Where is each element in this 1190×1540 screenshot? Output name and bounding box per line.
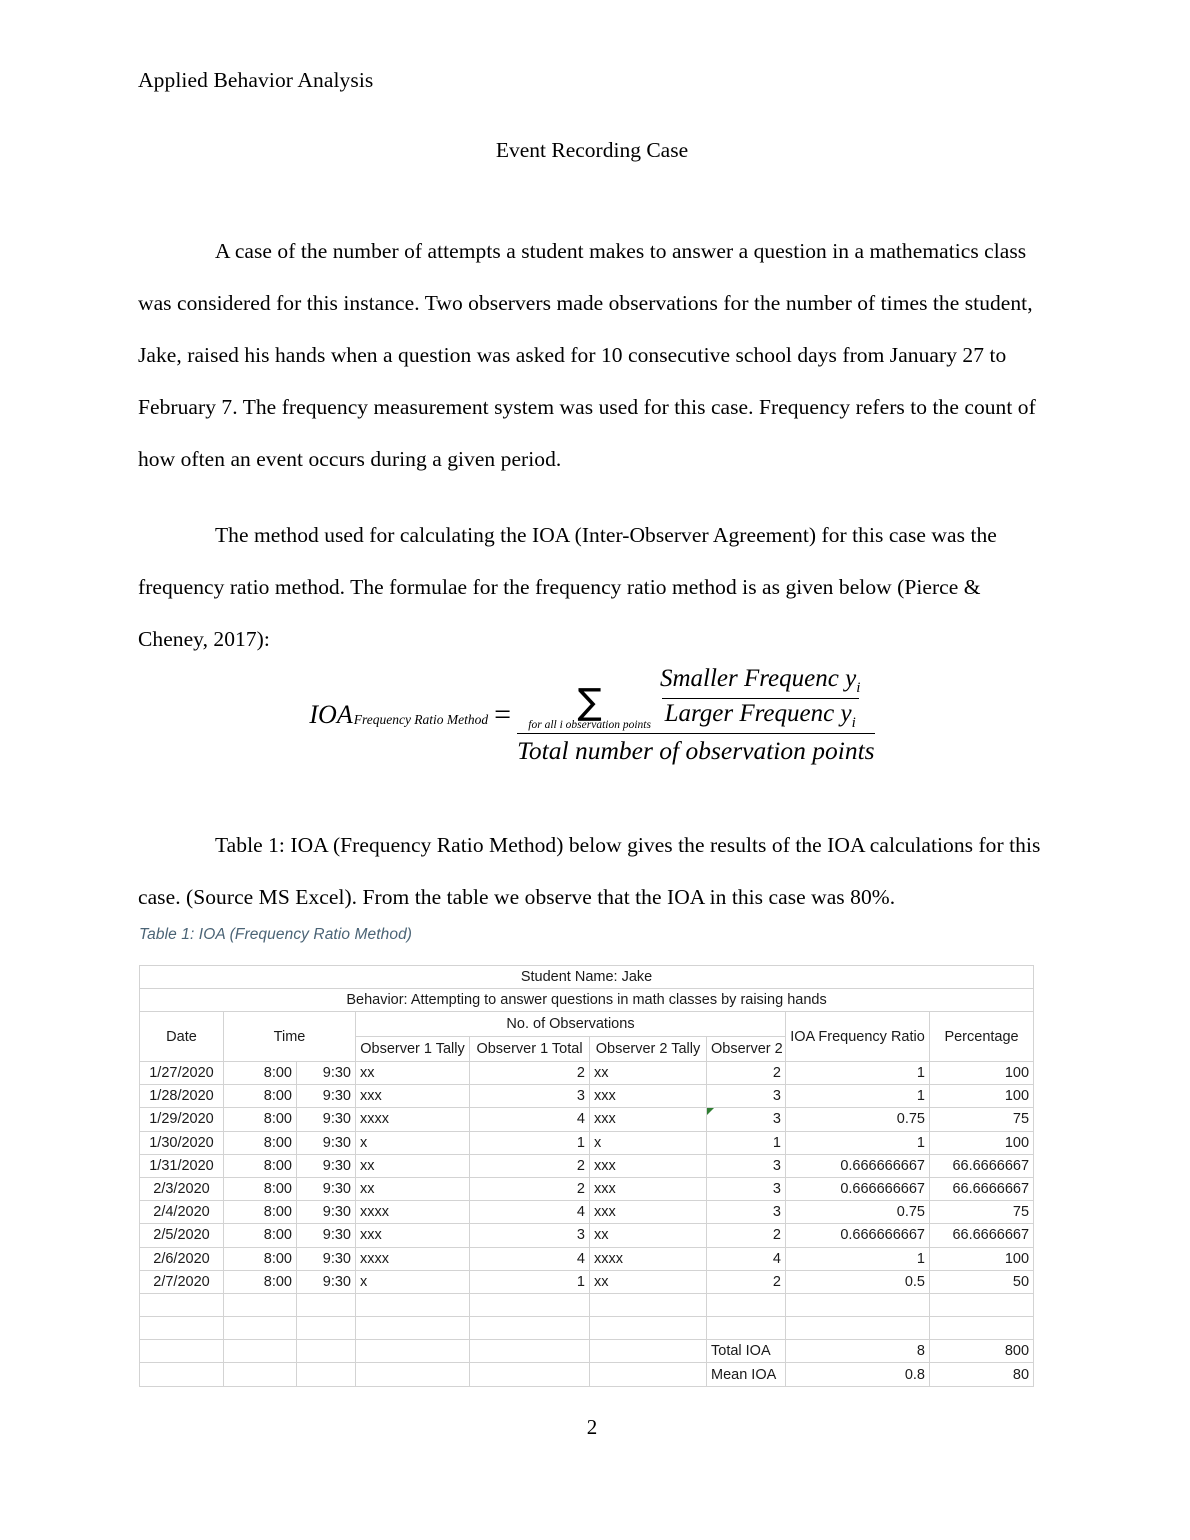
cell-observer1-tally: xxxx (356, 1201, 470, 1224)
cell-time-end: 9:30 (297, 1108, 356, 1131)
table-row (140, 1154, 1034, 1177)
cell-ioa-ratio: 0.666666667 (786, 1154, 930, 1177)
cell-time-end: 9:30 (297, 1085, 356, 1108)
empty-cell (470, 1317, 590, 1340)
cell-time-end: 9:30 (297, 1201, 356, 1224)
cell-time-end: 9:30 (297, 1131, 356, 1154)
cell-ioa-ratio: 1 (786, 1062, 930, 1085)
formula-inner-numerator-text: Smaller Frequenc y (659, 664, 857, 692)
empty-cell (356, 1340, 470, 1363)
summary-label-mean-ioa: Mean IOA (707, 1363, 786, 1386)
cell-time-end: 9:30 (297, 1154, 356, 1177)
cell-ioa-ratio: 1 (786, 1131, 930, 1154)
banner-behavior: Behavior: Attempting to answer questions in math classes by raising hands (140, 989, 1034, 1012)
cell-date: 1/30/2020 (140, 1131, 224, 1154)
cell-time-end: 9:30 (297, 1224, 356, 1247)
formula-inner-denominator-sub: i (851, 714, 856, 731)
cell-time-end: 9:30 (297, 1270, 356, 1293)
cell-observer1-tally: xxxx (356, 1247, 470, 1270)
formula-lhs-main: IOA (309, 700, 353, 729)
formula-expression (309, 665, 874, 766)
cell-observer1-total: 2 (470, 1177, 590, 1200)
table-banner-behavior-row (140, 989, 1034, 1012)
header-observer1-total: Observer 1 Total (470, 1037, 590, 1062)
running-head: Applied Behavior Analysis (138, 68, 374, 92)
summary-percentage-mean-ioa: 80 (930, 1363, 1034, 1386)
cell-observer2-total: 3 (707, 1154, 786, 1177)
empty-cell (297, 1317, 356, 1340)
cell-observer2-total: 3 (707, 1201, 786, 1224)
formula-inner-numerator (657, 665, 863, 698)
empty-cell (224, 1293, 297, 1316)
empty-cell (140, 1293, 224, 1316)
cell-time-start: 8:00 (224, 1062, 297, 1085)
cell-observer2-tally: xxx (590, 1085, 707, 1108)
formula-sigma-subscript: for all i observation points (528, 718, 651, 731)
cell-observer2-total: 3 (707, 1085, 786, 1108)
cell-time-start: 8:00 (224, 1177, 297, 1200)
cell-time-start: 8:00 (224, 1201, 297, 1224)
empty-cell (590, 1293, 707, 1316)
ioa-formula (138, 655, 1046, 775)
header-ioa-frequency-ratio: IOA Frequency Ratio (786, 1012, 930, 1062)
cell-time-start: 8:00 (224, 1247, 297, 1270)
cell-ioa-ratio: 0.666666667 (786, 1224, 930, 1247)
empty-cell (470, 1293, 590, 1316)
formula-summation (528, 681, 651, 732)
empty-cell (356, 1317, 470, 1340)
cell-observer1-total: 1 (470, 1131, 590, 1154)
cell-observer2-total: 2 (707, 1270, 786, 1293)
cell-observer2-tally: xxxx (590, 1247, 707, 1270)
cell-ioa-ratio: 0.666666667 (786, 1177, 930, 1200)
header-observer2-tally: Observer 2 Tally (590, 1037, 707, 1062)
summary-label-total-ioa: Total IOA (707, 1340, 786, 1363)
empty-cell (470, 1363, 590, 1386)
sigma-icon: ∑ (577, 681, 602, 723)
cell-percentage: 100 (930, 1131, 1034, 1154)
table-row (140, 1085, 1034, 1108)
cell-observer1-total: 2 (470, 1062, 590, 1085)
empty-cell (470, 1340, 590, 1363)
summary-value-total-ioa: 8 (786, 1340, 930, 1363)
empty-cell (590, 1317, 707, 1340)
table-row (140, 1224, 1034, 1247)
table-summary-row (140, 1340, 1034, 1363)
formula-outer-numerator (517, 665, 875, 733)
table-row (140, 1270, 1034, 1293)
cell-date: 2/7/2020 (140, 1270, 224, 1293)
formula-lhs-subscript: Frequency Ratio Method (353, 712, 489, 727)
formula-equals: = (494, 698, 512, 731)
empty-cell (297, 1293, 356, 1316)
table-banner-student-row (140, 966, 1034, 989)
cell-time-end: 9:30 (297, 1247, 356, 1270)
cell-ioa-ratio: 1 (786, 1247, 930, 1270)
cell-observer1-tally: xx (356, 1154, 470, 1177)
header-observations-group: No. of Observations (356, 1012, 786, 1037)
cell-observer1-total: 1 (470, 1270, 590, 1293)
cell-time-start: 8:00 (224, 1270, 297, 1293)
empty-cell (786, 1293, 930, 1316)
header-percentage: Percentage (930, 1012, 1034, 1062)
table-caption: Table 1: IOA (Frequency Ratio Method) (139, 926, 413, 943)
header-time: Time (224, 1012, 356, 1062)
page-number: 2 (586, 1415, 598, 1439)
empty-cell (224, 1317, 297, 1340)
cell-time-start: 8:00 (224, 1108, 297, 1131)
table-row (140, 1062, 1034, 1085)
empty-cell (224, 1340, 297, 1363)
empty-cell (140, 1340, 224, 1363)
cell-date: 1/28/2020 (140, 1085, 224, 1108)
paragraph-method: The method used for calculating the IOA (Inter-Observer Agreement) for this case was the frequency ratio method. The formulae for the frequency ratio method is as given below (Pierce & Cheney, 2017): (138, 522, 997, 651)
empty-cell (786, 1317, 930, 1340)
cell-time-start: 8:00 (224, 1224, 297, 1247)
cell-percentage: 66.6666667 (930, 1154, 1034, 1177)
empty-cell (590, 1340, 707, 1363)
cell-date: 1/29/2020 (140, 1108, 224, 1131)
cell-observer2-total-text: 3 (772, 1111, 781, 1128)
table-summary-row (140, 1363, 1034, 1386)
header-observer2-total: Observer 2 (707, 1037, 786, 1062)
page-title: Event Recording Case (495, 138, 689, 162)
empty-cell (707, 1293, 786, 1316)
cell-observer2-tally: xx (590, 1270, 707, 1293)
cell-ioa-ratio: 0.75 (786, 1201, 930, 1224)
cell-observer1-tally: xxxx (356, 1108, 470, 1131)
formula-outer-fraction (517, 665, 875, 766)
empty-cell (356, 1293, 470, 1316)
summary-percentage-total-ioa: 800 (930, 1340, 1034, 1363)
cell-date: 2/6/2020 (140, 1247, 224, 1270)
cell-observer2-total: 2 (707, 1224, 786, 1247)
empty-cell (707, 1317, 786, 1340)
table-header-row-1 (140, 1012, 1034, 1037)
paragraph-table-reference: Table 1: IOA (Frequency Ratio Method) below gives the results of the IOA calculations for this case. (Source MS Excel). From the table we observe that the IOA in this case was 80%. (138, 832, 1041, 909)
cell-observer1-tally: x (356, 1270, 470, 1293)
cell-time-start: 8:00 (224, 1154, 297, 1177)
header-date: Date (140, 1012, 224, 1062)
empty-cell (224, 1363, 297, 1386)
formula-inner-fraction (657, 665, 863, 732)
cell-percentage: 100 (930, 1247, 1034, 1270)
cell-observer2-total: 4 (707, 1247, 786, 1270)
cell-observer2-total (707, 1108, 786, 1131)
summary-value-mean-ioa: 0.8 (786, 1363, 930, 1386)
cell-observer1-tally: x (356, 1131, 470, 1154)
cell-observer2-total: 2 (707, 1062, 786, 1085)
paragraph-intro: A case of the number of attempts a student makes to answer a question in a mathematics class was considered for this instance. Two observers made observations for the number of times the student, Jake, raised his hands when a question was asked for 10 consecutive school days from January 27 to February 7. The frequency measurement system was used for this case. Frequency refers to the count of how often an event occurs during a given period. (138, 238, 1036, 471)
cell-date: 2/3/2020 (140, 1177, 224, 1200)
table-empty-row (140, 1293, 1034, 1316)
error-flag-icon (707, 1108, 714, 1115)
empty-cell (140, 1363, 224, 1386)
cell-percentage: 50 (930, 1270, 1034, 1293)
cell-observer2-tally: xxx (590, 1201, 707, 1224)
cell-observer1-total: 4 (470, 1108, 590, 1131)
cell-date: 2/5/2020 (140, 1224, 224, 1247)
cell-ioa-ratio: 1 (786, 1085, 930, 1108)
cell-observer1-total: 4 (470, 1201, 590, 1224)
cell-ioa-ratio: 0.75 (786, 1108, 930, 1131)
cell-observer1-total: 3 (470, 1224, 590, 1247)
cell-observer2-total: 3 (707, 1177, 786, 1200)
cell-percentage: 66.6666667 (930, 1177, 1034, 1200)
empty-cell (930, 1317, 1034, 1340)
cell-observer1-tally: xx (356, 1062, 470, 1085)
empty-cell (140, 1317, 224, 1340)
cell-observer2-tally: x (590, 1131, 707, 1154)
table-empty-row (140, 1317, 1034, 1340)
cell-observer2-total: 1 (707, 1131, 786, 1154)
cell-percentage: 66.6666667 (930, 1224, 1034, 1247)
cell-ioa-ratio: 0.5 (786, 1270, 930, 1293)
cell-observer1-total: 2 (470, 1154, 590, 1177)
formula-inner-denominator (662, 698, 859, 732)
empty-cell (356, 1363, 470, 1386)
formula-inner-numerator-sub: i (856, 679, 861, 696)
cell-observer2-tally: xxx (590, 1108, 707, 1131)
table-row (140, 1108, 1034, 1131)
table-row (140, 1247, 1034, 1270)
cell-time-end: 9:30 (297, 1062, 356, 1085)
empty-cell (297, 1340, 356, 1363)
formula-outer-denominator: Total number of observation points (517, 735, 875, 765)
cell-time-start: 8:00 (224, 1085, 297, 1108)
cell-observer1-tally: xx (356, 1177, 470, 1200)
cell-observer1-total: 4 (470, 1247, 590, 1270)
ioa-table (139, 965, 1034, 1387)
empty-cell (930, 1293, 1034, 1316)
cell-percentage: 75 (930, 1108, 1034, 1131)
formula-lhs (309, 700, 488, 730)
cell-observer1-total: 3 (470, 1085, 590, 1108)
cell-observer2-tally: xxx (590, 1177, 707, 1200)
cell-percentage: 100 (930, 1085, 1034, 1108)
empty-cell (297, 1363, 356, 1386)
cell-percentage: 75 (930, 1201, 1034, 1224)
cell-date: 2/4/2020 (140, 1201, 224, 1224)
table-row (140, 1177, 1034, 1200)
table-row (140, 1201, 1034, 1224)
header-observer1-tally: Observer 1 Tally (356, 1037, 470, 1062)
cell-percentage: 100 (930, 1062, 1034, 1085)
cell-date: 1/31/2020 (140, 1154, 224, 1177)
cell-date: 1/27/2020 (140, 1062, 224, 1085)
cell-observer1-tally: xxx (356, 1224, 470, 1247)
empty-cell (590, 1363, 707, 1386)
cell-time-end: 9:30 (297, 1177, 356, 1200)
cell-observer2-tally: xxx (590, 1154, 707, 1177)
cell-observer1-tally: xxx (356, 1085, 470, 1108)
cell-observer2-tally: xx (590, 1224, 707, 1247)
cell-time-start: 8:00 (224, 1131, 297, 1154)
banner-student-name: Student Name: Jake (140, 966, 1034, 989)
table-row (140, 1131, 1034, 1154)
cell-observer2-tally: xx (590, 1062, 707, 1085)
formula-inner-denominator-text: Larger Frequenc y (664, 699, 852, 727)
